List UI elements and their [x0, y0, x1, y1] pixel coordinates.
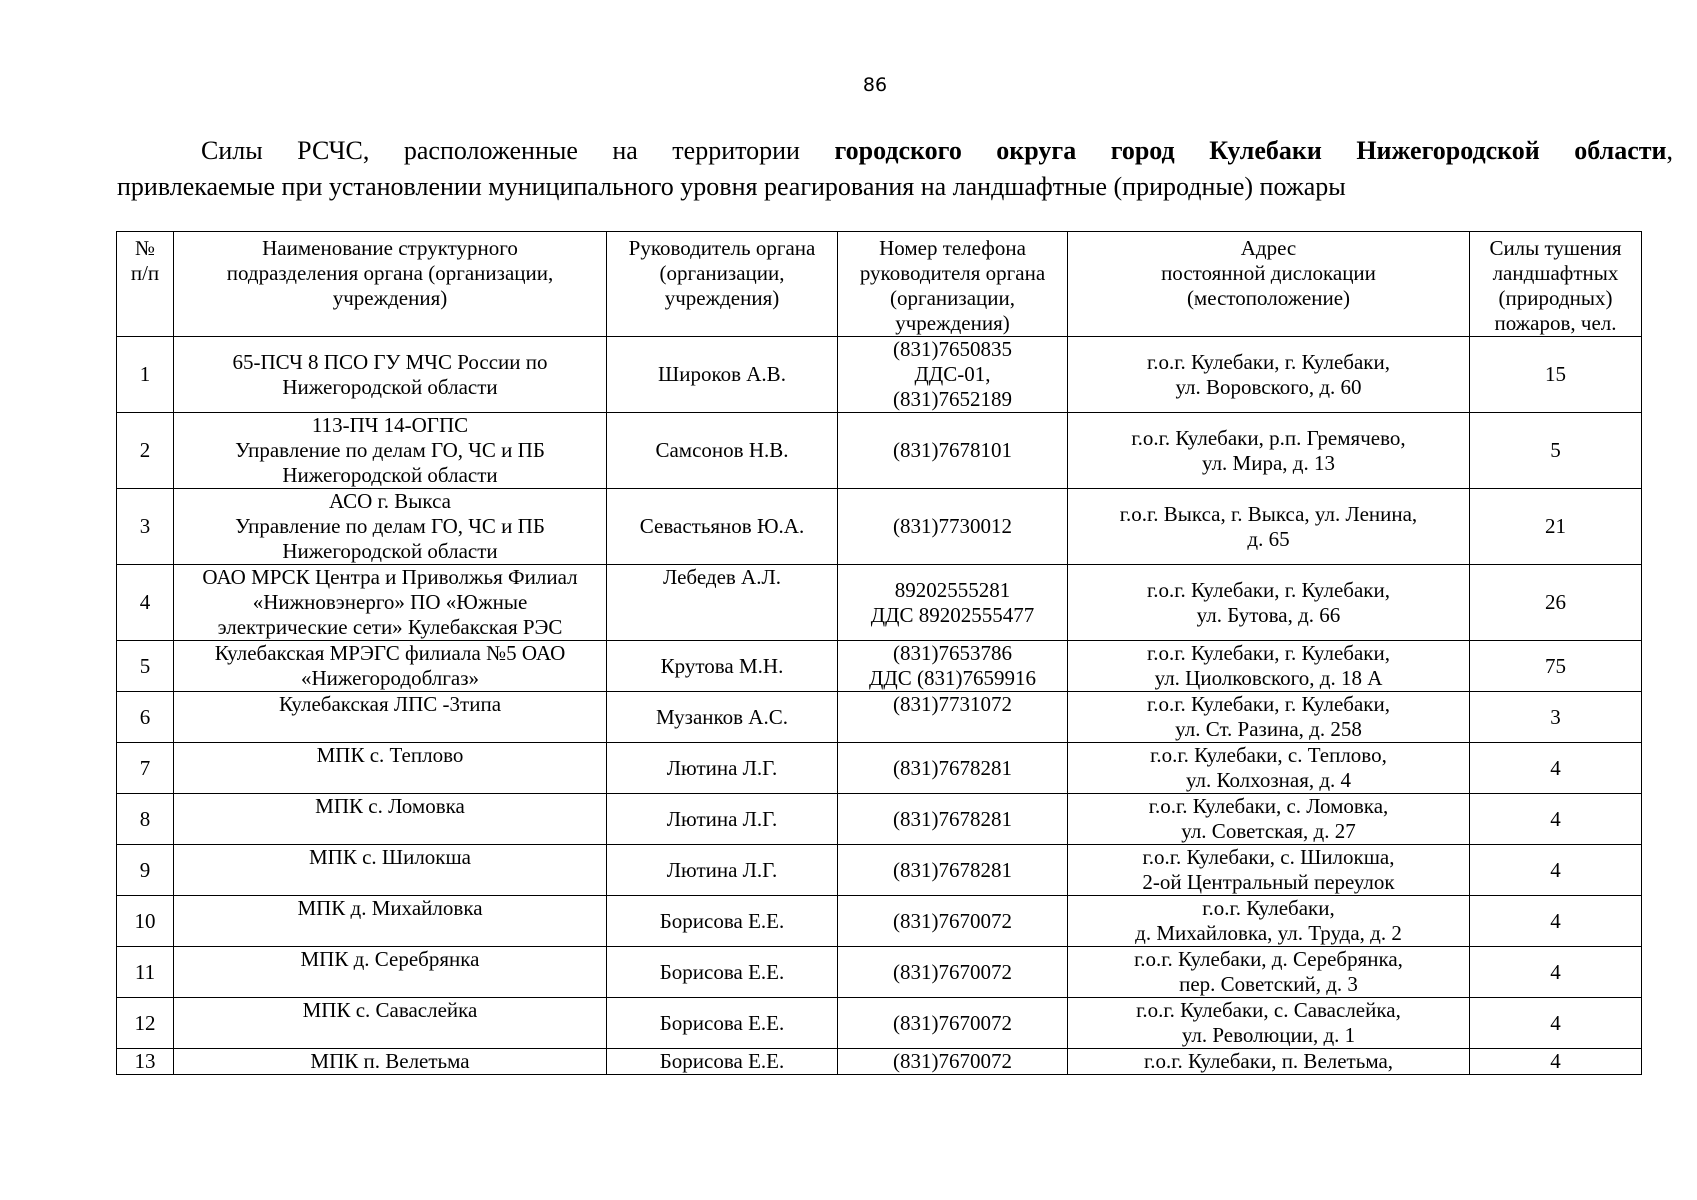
- cell-line: г.о.г. Кулебаки, с. Ломовка,: [1148, 794, 1389, 818]
- cell-head: Севастьянов Ю.А.: [607, 489, 838, 565]
- cell-line: ДДС 89202555477: [870, 602, 1035, 627]
- table-row: [117, 794, 1642, 845]
- cell-line: (831)7678281: [893, 755, 1012, 780]
- header-number: [117, 232, 174, 337]
- cell-forces: 26: [1470, 565, 1642, 641]
- header-line: ландшафтных: [1492, 261, 1619, 285]
- header-head: [607, 232, 838, 337]
- cell-number: 10: [117, 896, 174, 947]
- cell-line: МПК с. Теплово: [316, 743, 464, 767]
- cell-number: 9: [117, 845, 174, 896]
- cell-unit-name: [174, 1049, 607, 1075]
- cell-phone: [838, 794, 1068, 845]
- table-row: [117, 845, 1642, 896]
- header-line: (местоположение): [1186, 286, 1351, 310]
- cell-phone: [838, 998, 1068, 1049]
- cell-line: ОАО МРСК Центра и Приволжья Филиал: [202, 565, 578, 589]
- cell-forces: 4: [1470, 947, 1642, 998]
- cell-forces: 4: [1470, 794, 1642, 845]
- cell-line: (831)7670072: [893, 959, 1012, 984]
- cell-head: Лютина Л.Г.: [607, 743, 838, 794]
- cell-forces: 3: [1470, 692, 1642, 743]
- cell-line: г.о.г. Кулебаки, с. Шилокша,: [1142, 845, 1395, 869]
- cell-line: МПК п. Велетьма: [310, 1049, 470, 1073]
- cell-address: [1068, 565, 1470, 641]
- heading-line-2: привлекаемые при установлении муниципального уровня реагирования на ландшафтные (природные) пожары: [117, 172, 1346, 201]
- cell-unit-name: [174, 743, 607, 794]
- header-forces: [1470, 232, 1642, 337]
- cell-address: [1068, 896, 1470, 947]
- cell-line: МПК с. Ломовка: [315, 794, 465, 818]
- cell-line: ДДС (831)7659916: [869, 666, 1036, 690]
- cell-line: электрические сети» Кулебакская РЭС: [217, 615, 563, 639]
- cell-line: 89202555281: [894, 577, 1011, 602]
- cell-line: (831)7653786: [893, 641, 1012, 665]
- cell-line: (831)7670072: [893, 908, 1012, 933]
- cell-phone: [838, 896, 1068, 947]
- heading-regular-text: Силы РСЧС, расположенные на территории: [201, 136, 835, 165]
- header-line: (организации,: [659, 261, 785, 285]
- cell-phone: [838, 692, 1068, 743]
- cell-line: д. Михайловка, ул. Труда, д. 2: [1135, 921, 1402, 945]
- cell-address: [1068, 413, 1470, 489]
- cell-line: 65-ПСЧ 8 ПСО ГУ МЧС России по: [232, 349, 548, 374]
- header-line: (природных): [1498, 286, 1613, 310]
- cell-head: Самсонов Н.В.: [607, 413, 838, 489]
- cell-line: 113-ПЧ 14-ОГПС: [311, 413, 469, 437]
- header-line: п/п: [130, 261, 160, 285]
- table-row: [117, 896, 1642, 947]
- header-line: Наименование структурного: [262, 236, 518, 260]
- header-address: [1068, 232, 1470, 337]
- page-number: 86: [862, 74, 888, 96]
- header-line: (организации,: [890, 286, 1015, 310]
- cell-phone: [838, 337, 1068, 413]
- table-row: [117, 947, 1642, 998]
- cell-line: АСО г. Выкса: [329, 489, 451, 513]
- cell-phone: [838, 565, 1068, 641]
- cell-unit-name: [174, 947, 607, 998]
- cell-unit-name: [174, 692, 607, 743]
- cell-head: Широков А.В.: [607, 337, 838, 413]
- cell-line: МПК д. Михайловка: [297, 896, 483, 920]
- header-line: пожаров, чел.: [1494, 311, 1617, 335]
- cell-number: 4: [117, 565, 174, 641]
- cell-line: Нижегородской области: [282, 539, 498, 563]
- table-header-row: [117, 232, 1642, 337]
- cell-address: [1068, 489, 1470, 565]
- cell-forces: 4: [1470, 998, 1642, 1049]
- cell-line: (831)7678101: [893, 438, 1012, 462]
- cell-unit-name: [174, 337, 607, 413]
- cell-line: г.о.г. Кулебаки, г. Кулебаки,: [1147, 577, 1390, 602]
- cell-head: Борисова Е.Е.: [607, 998, 838, 1049]
- cell-line: ул. Циолковского, д. 18 А: [1154, 666, 1383, 690]
- cell-number: 1: [117, 337, 174, 413]
- cell-line: ул. Мира, д. 13: [1202, 450, 1335, 475]
- cell-line: (831)7652189: [893, 387, 1012, 411]
- cell-forces: 4: [1470, 896, 1642, 947]
- header-line: Адрес: [1240, 236, 1297, 260]
- header-line: Номер телефона: [879, 236, 1026, 260]
- cell-forces: 75: [1470, 641, 1642, 692]
- cell-line: «Нижновэнерго» ПО «Южные: [252, 590, 528, 614]
- cell-line: г.о.г. Кулебаки, р.п. Гремячево,: [1131, 425, 1406, 450]
- cell-unit-name: [174, 998, 607, 1049]
- cell-line: г.о.г. Кулебаки, с. Саваслейка,: [1136, 998, 1401, 1022]
- table-row: [117, 337, 1642, 413]
- cell-line: ул. Ст. Разина, д. 258: [1175, 717, 1362, 741]
- cell-line: «Нижегородоблгаз»: [301, 666, 479, 690]
- cell-forces: 4: [1470, 1049, 1642, 1075]
- header-line: учреждения): [332, 286, 448, 310]
- cell-address: [1068, 641, 1470, 692]
- cell-forces: 21: [1470, 489, 1642, 565]
- cell-line: г.о.г. Кулебаки,: [1202, 896, 1335, 920]
- cell-line: МПК с. Саваслейка: [302, 998, 478, 1022]
- cell-forces: 15: [1470, 337, 1642, 413]
- cell-unit-name: [174, 845, 607, 896]
- cell-line: ул. Воровского, д. 60: [1175, 374, 1362, 399]
- heading-bold-text: городского округа город Кулебаки Нижегородской области: [834, 136, 1667, 165]
- cell-phone: [838, 947, 1068, 998]
- cell-address: [1068, 998, 1470, 1049]
- cell-number: 13: [117, 1049, 174, 1075]
- cell-line: (831)7670072: [893, 1049, 1012, 1073]
- table-row: [117, 489, 1642, 565]
- cell-phone: [838, 743, 1068, 794]
- cell-line: пер. Советский, д. 3: [1179, 972, 1358, 996]
- cell-number: 2: [117, 413, 174, 489]
- cell-address: [1068, 692, 1470, 743]
- cell-phone: [838, 489, 1068, 565]
- cell-forces: 4: [1470, 845, 1642, 896]
- cell-unit-name: [174, 489, 607, 565]
- cell-head: Лютина Л.Г.: [607, 845, 838, 896]
- cell-unit-name: [174, 413, 607, 489]
- cell-line: г.о.г. Выкса, г. Выкса, ул. Ленина,: [1119, 501, 1418, 526]
- cell-line: Управление по делам ГО, ЧС и ПБ: [235, 514, 545, 538]
- table-row: [117, 998, 1642, 1049]
- heading-comma: ,: [1666, 136, 1673, 165]
- table-row: [117, 641, 1642, 692]
- cell-line: 2-ой Центральный переулок: [1142, 870, 1395, 894]
- table-row: [117, 743, 1642, 794]
- document-heading: [117, 133, 1673, 205]
- cell-head: Борисова Е.Е.: [607, 896, 838, 947]
- cell-unit-name: [174, 641, 607, 692]
- table-body: [117, 337, 1642, 1075]
- cell-unit-name: [174, 565, 607, 641]
- cell-line: (831)7730012: [893, 514, 1012, 538]
- header-line: Силы тушения: [1489, 236, 1622, 260]
- cell-line: Управление по делам ГО, ЧС и ПБ: [235, 438, 545, 462]
- cell-phone: [838, 845, 1068, 896]
- table-row: [117, 692, 1642, 743]
- cell-number: 5: [117, 641, 174, 692]
- cell-line: Кулебакская МРЭГС филиала №5 ОАО: [214, 641, 566, 665]
- table-row: [117, 1049, 1642, 1075]
- cell-line: Нижегородской области: [282, 463, 498, 487]
- cell-forces: 4: [1470, 743, 1642, 794]
- cell-head: Борисова Е.Е.: [607, 947, 838, 998]
- cell-address: [1068, 947, 1470, 998]
- table-row: [117, 413, 1642, 489]
- cell-line: г.о.г. Кулебаки, д. Серебрянка,: [1134, 947, 1403, 971]
- cell-line: г.о.г. Кулебаки, г. Кулебаки,: [1147, 641, 1390, 665]
- cell-head: Лютина Л.Г.: [607, 794, 838, 845]
- cell-line: д. 65: [1247, 526, 1290, 551]
- header-line: №: [134, 236, 156, 260]
- cell-line: (831)7678281: [893, 857, 1012, 882]
- header-line: учреждения): [895, 311, 1010, 335]
- cell-head: Борисова Е.Е.: [607, 1049, 838, 1075]
- cell-line: (831)7650835: [893, 337, 1012, 361]
- cell-number: 3: [117, 489, 174, 565]
- cell-line: (831)7678281: [893, 806, 1012, 831]
- cell-address: [1068, 794, 1470, 845]
- header-line: руководителя органа: [859, 261, 1046, 285]
- cell-line: МПК д. Серебрянка: [300, 947, 480, 971]
- cell-unit-name: [174, 896, 607, 947]
- header-phone: [838, 232, 1068, 337]
- cell-line: (831)7731072: [893, 692, 1012, 716]
- cell-number: 7: [117, 743, 174, 794]
- cell-address: [1068, 337, 1470, 413]
- cell-number: 11: [117, 947, 174, 998]
- header-line: учреждения): [664, 286, 780, 310]
- cell-line: ул. Революции, д. 1: [1181, 1023, 1356, 1047]
- cell-line: г.о.г. Кулебаки, г. Кулебаки,: [1147, 692, 1390, 716]
- cell-address: [1068, 1049, 1470, 1075]
- forces-table: [116, 231, 1642, 1075]
- cell-phone: [838, 1049, 1068, 1075]
- cell-line: (831)7670072: [893, 1010, 1012, 1035]
- cell-line: ул. Советская, д. 27: [1181, 819, 1356, 843]
- cell-number: 6: [117, 692, 174, 743]
- cell-line: ДДС-01,: [914, 362, 991, 386]
- cell-unit-name: [174, 794, 607, 845]
- cell-line: г.о.г. Кулебаки, г. Кулебаки,: [1147, 349, 1390, 374]
- cell-forces: 5: [1470, 413, 1642, 489]
- cell-line: Нижегородской области: [282, 374, 498, 399]
- cell-number: 12: [117, 998, 174, 1049]
- cell-address: [1068, 845, 1470, 896]
- cell-address: [1068, 743, 1470, 794]
- header-unit-name: [174, 232, 607, 337]
- cell-line: МПК с. Шилокша: [308, 845, 471, 869]
- header-line: постоянной дислокации: [1161, 261, 1376, 285]
- cell-line: ул. Колхозная, д. 4: [1185, 768, 1352, 792]
- cell-phone: [838, 413, 1068, 489]
- cell-phone: [838, 641, 1068, 692]
- cell-line: г.о.г. Кулебаки, п. Велетьма,: [1143, 1049, 1394, 1073]
- cell-number: 8: [117, 794, 174, 845]
- cell-head: Музанков А.С.: [607, 692, 838, 743]
- header-line: подразделения органа (организации,: [226, 261, 554, 285]
- cell-head: Крутова М.Н.: [607, 641, 838, 692]
- cell-line: Кулебакская ЛПС -3типа: [278, 692, 502, 716]
- header-line: Руководитель органа: [628, 236, 816, 260]
- heading-line-1: [117, 133, 1673, 169]
- table-row: [117, 565, 1642, 641]
- cell-head: Лебедев А.Л.: [607, 565, 838, 641]
- cell-line: г.о.г. Кулебаки, с. Теплово,: [1150, 743, 1387, 767]
- cell-line: ул. Бутова, д. 66: [1196, 602, 1341, 627]
